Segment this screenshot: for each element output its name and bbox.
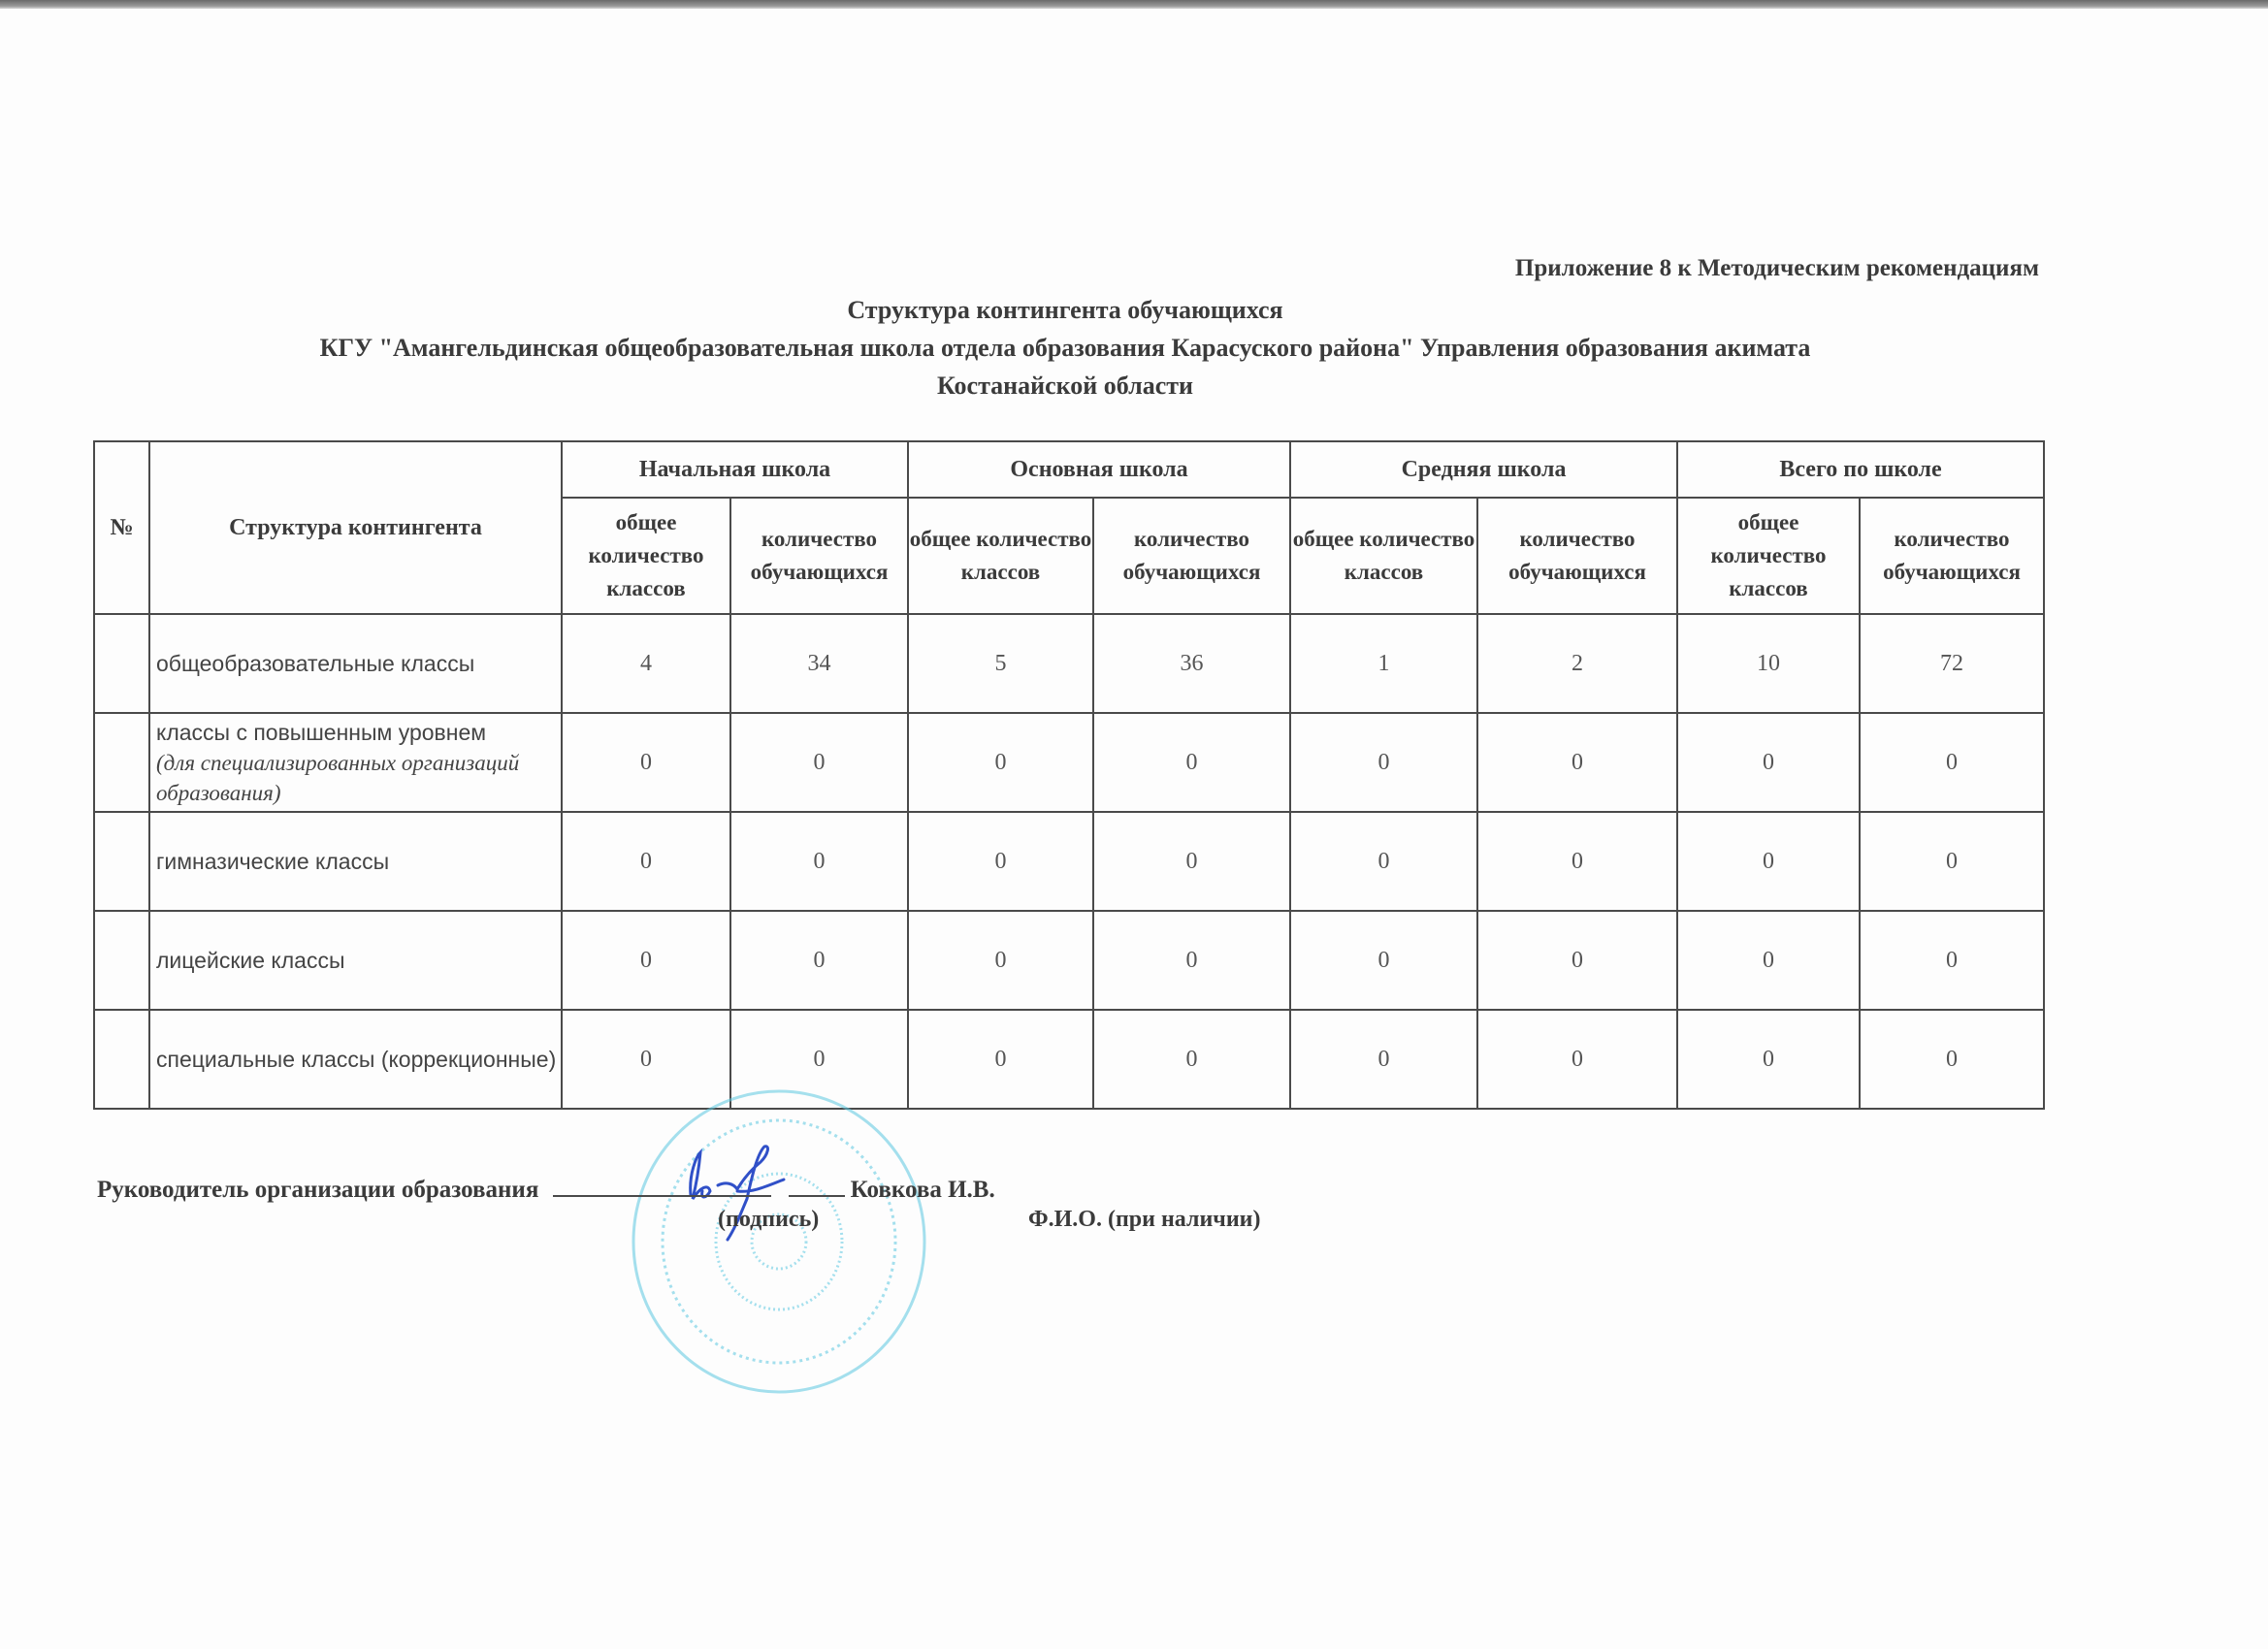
cell-student-count: 0 [1093,713,1290,812]
cell-student-count: 0 [1093,812,1290,911]
row-label-cell [149,911,562,1010]
name-caption: Ф.И.О. (при наличии) [1028,1207,1261,1232]
cell-student-count: 0 [1093,911,1290,1010]
document-title [97,291,2033,404]
cell-class-count: 0 [1290,713,1477,812]
cell-student-count: 0 [730,1010,908,1109]
cell-student-count: 0 [730,713,908,812]
cell-class-count: 1 [1290,614,1477,713]
cell-student-count: 0 [1477,911,1677,1010]
header-students: количество обучающихся [730,498,908,614]
row-label-cell [149,713,562,812]
cell-student-count: 72 [1860,614,2044,713]
cell-class-count: 0 [1677,812,1860,911]
table-row [94,713,2044,812]
header-students: количество обучающихся [1860,498,2044,614]
title-line-2: КГУ "Амангельдинская общеобразовательная школа отдела образования Карасуского района" Управления образования акимата [319,334,1811,362]
cell-student-count: 34 [730,614,908,713]
table-row [94,614,2044,713]
row-number [94,713,149,812]
cell-class-count: 10 [1677,614,1860,713]
row-label-cell [149,812,562,911]
row-number [94,614,149,713]
cell-student-count: 0 [730,812,908,911]
cell-class-count: 0 [1677,911,1860,1010]
cell-student-count: 0 [1860,911,2044,1010]
cell-class-count: 0 [1677,1010,1860,1109]
title-line-3: Костанайской области [936,372,1194,400]
table-row [94,812,2044,911]
cell-class-count: 0 [1290,1010,1477,1109]
scan-edge [0,0,2268,9]
cell-student-count: 0 [1860,713,2044,812]
header-classes: общее количество классов [1677,498,1860,614]
row-note: (для специализированных организаций образования) [156,750,520,805]
row-number [94,911,149,1010]
organization-stamp [629,1086,929,1397]
table-row [94,1010,2044,1109]
cell-student-count: 2 [1477,614,1677,713]
header-students: количество обучающихся [1093,498,1290,614]
appendix-note: Приложение 8 к Методическим рекомендациям [1514,255,2039,281]
header-classes: общее количество классов [908,498,1093,614]
row-number [94,812,149,911]
cell-class-count: 0 [908,812,1093,911]
cell-student-count: 0 [1477,713,1677,812]
cell-class-count: 0 [908,911,1093,1010]
header-group-total: Всего по школе [1677,441,2044,498]
header-students: количество обучающихся [1477,498,1677,614]
name-blank [789,1174,845,1197]
row-number [94,1010,149,1109]
cell-student-count: 0 [1477,812,1677,911]
contingent-table [93,440,2045,1110]
cell-student-count: 0 [1093,1010,1290,1109]
cell-student-count: 0 [1477,1010,1677,1109]
row-label: общеобразовательные классы [156,650,475,676]
cell-class-count: 0 [1290,812,1477,911]
signer-name: Ковкова И.В. [850,1177,995,1203]
header-classes: общее количество классов [1290,498,1477,614]
cell-class-count: 0 [908,1010,1093,1109]
row-label: специальные классы (коррекционные) [156,1046,557,1072]
cell-class-count: 5 [908,614,1093,713]
cell-class-count: 0 [562,812,730,911]
cell-student-count: 0 [1860,812,2044,911]
header-group-primary: Начальная школа [562,441,908,498]
signature-caption: (подпись) [718,1207,820,1232]
header-group-basic: Основная школа [908,441,1290,498]
cell-class-count: 0 [1677,713,1860,812]
signature-blank [553,1174,771,1197]
row-label: гимназические классы [156,848,390,874]
cell-class-count: 0 [1290,911,1477,1010]
cell-class-count: 0 [562,1010,730,1109]
cell-student-count: 0 [730,911,908,1010]
table-row [94,911,2044,1010]
signature-line [97,1174,995,1204]
row-label-cell [149,1010,562,1109]
cell-class-count: 4 [562,614,730,713]
header-classes: общее количество классов [562,498,730,614]
cell-student-count: 36 [1093,614,1290,713]
row-label: лицейские классы [156,947,345,973]
cell-student-count: 0 [1860,1010,2044,1109]
table-body [94,614,2044,1109]
cell-class-count: 0 [562,911,730,1010]
title-line-1: Структура контингента обучающихся [847,296,1283,324]
header-number: № [94,441,149,614]
header-group-secondary: Средняя школа [1290,441,1677,498]
cell-class-count: 0 [562,713,730,812]
signer-role: Руководитель организации образования [97,1177,539,1203]
cell-class-count: 0 [908,713,1093,812]
header-structure: Структура контингента [149,441,562,614]
row-label-cell [149,614,562,713]
row-label: классы с повышенным уровнем [156,719,487,745]
